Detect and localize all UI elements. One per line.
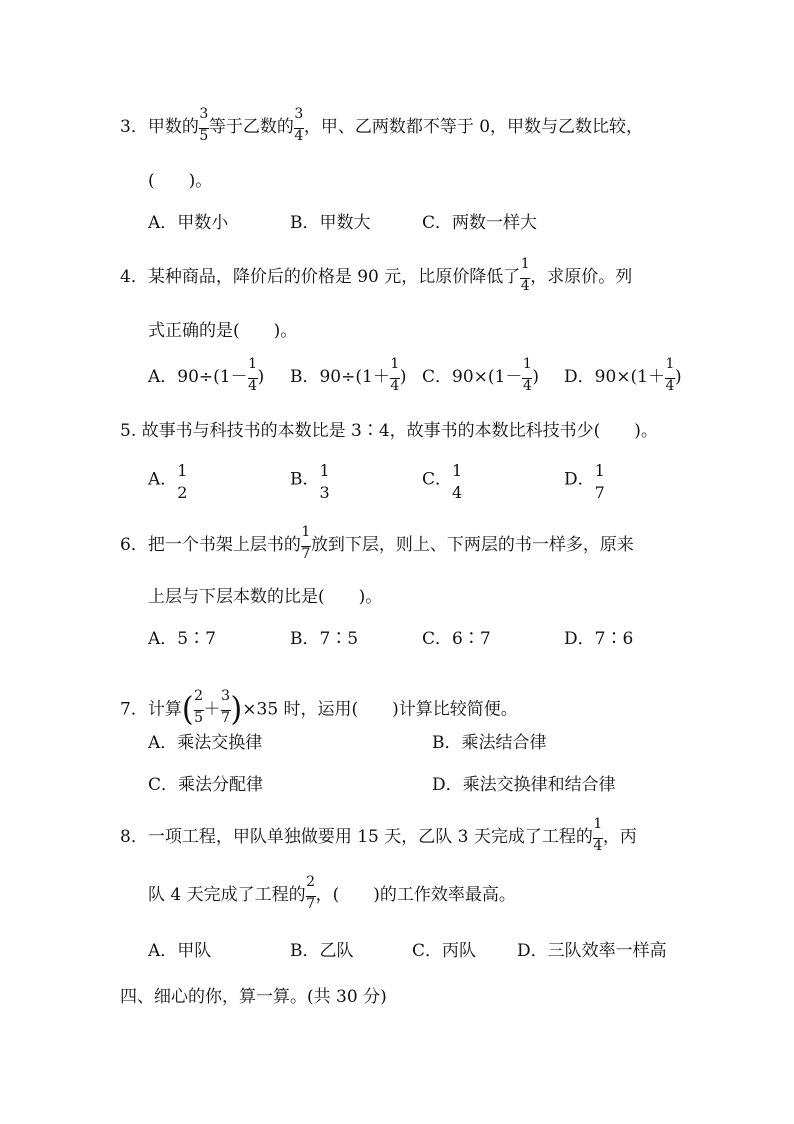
q7-line1 bbox=[120, 690, 518, 730]
q4-option-d-fraction: 1 4 bbox=[665, 355, 675, 394]
q3-fraction-1: 3 5 bbox=[199, 105, 209, 144]
q5-option-d[interactable]: D． 1 7 bbox=[564, 461, 605, 502]
q6-option-a[interactable]: A．5∶7 bbox=[148, 629, 216, 649]
q8-option-a[interactable]: A．甲队 bbox=[148, 941, 212, 961]
q8-text-b: ，丙 bbox=[602, 827, 637, 847]
q8-text-a: 8．一项工程，甲队单独做要用 15 天，乙队 3 天完成了工程的 bbox=[120, 827, 593, 847]
fraction-bar bbox=[593, 838, 603, 839]
q6-option-d[interactable]: D．7∶6 bbox=[564, 629, 634, 649]
q7-open-paren: ( bbox=[181, 690, 194, 729]
q5-option-a[interactable]: A． 1 2 bbox=[148, 461, 188, 502]
q5-option-a-fraction: 1 2 bbox=[177, 461, 188, 502]
q4-text-b: ，求原价。列 bbox=[530, 267, 633, 287]
fraction-bar bbox=[306, 896, 316, 897]
q7-fraction-1: 2 5 bbox=[194, 688, 203, 726]
fraction-bar bbox=[199, 128, 209, 129]
q3-option-a[interactable]: A．甲数小 bbox=[148, 213, 229, 233]
q4-option-c[interactable]: C．90×(1－ 1 4 ) bbox=[422, 355, 539, 394]
section-4-heading: 四、细心的你，算一算。(共 30 分) bbox=[120, 987, 387, 1007]
q8-text-c: 队 4 天完成了工程的 bbox=[148, 885, 306, 905]
q5-option-b-fraction: 1 3 bbox=[319, 461, 330, 502]
q3-line2: ( )。 bbox=[148, 171, 213, 191]
q3-line1 bbox=[120, 105, 644, 144]
q7-option-a[interactable]: A．乘法交换律 bbox=[148, 733, 263, 753]
q4-option-d[interactable]: D．90×(1＋ 1 4 ) bbox=[564, 355, 682, 394]
q5-line1: 5. 故事书与科技书的本数比是 3∶4，故事书的本数比科技书少( )。 bbox=[120, 421, 658, 441]
q4-line2: 式正确的是( )。 bbox=[148, 321, 298, 341]
q6-option-b[interactable]: B．7∶5 bbox=[290, 629, 359, 649]
fraction-bar bbox=[520, 278, 530, 279]
q7-fraction-2: 3 7 bbox=[221, 688, 230, 726]
fraction-bar bbox=[390, 378, 400, 379]
q8-line1 bbox=[120, 815, 637, 854]
q8-option-c[interactable]: C．丙队 bbox=[412, 941, 477, 961]
q3-text-c: ，甲、乙两数都不等于 0，甲数与乙数比较， bbox=[303, 117, 644, 137]
fraction-bar bbox=[294, 128, 304, 129]
q7-option-b[interactable]: B．乘法结合律 bbox=[432, 733, 547, 753]
q3-fraction-2: 3 4 bbox=[294, 105, 304, 144]
fraction-bar bbox=[194, 710, 204, 711]
q7-option-d[interactable]: D．乘法交换律和结合律 bbox=[432, 775, 616, 795]
q5-option-b[interactable]: B． 1 3 bbox=[290, 461, 330, 502]
q3-text-a: 3．甲数的 bbox=[120, 117, 199, 137]
q4-fraction: 1 4 bbox=[520, 255, 530, 294]
q3-text-b: 等于乙数的 bbox=[208, 117, 294, 137]
q6-text-b: 放到下层，则上、下两层的书一样多，原来 bbox=[310, 535, 634, 555]
q7-close-paren: ) bbox=[230, 690, 243, 729]
q7-text-b: ×35 时，运用( )计算比较简便。 bbox=[242, 699, 518, 720]
fraction-bar bbox=[221, 710, 231, 711]
q4-text-a: 4．某种商品，降价后的价格是 90 元，比原价降低了 bbox=[120, 267, 521, 287]
q4-option-b-fraction: 1 4 bbox=[390, 355, 400, 394]
q7-text-a: 7．计算 bbox=[120, 699, 182, 720]
q6-option-c[interactable]: C．6∶7 bbox=[422, 629, 491, 649]
q4-option-b[interactable]: B．90÷(1＋ 1 4 ) bbox=[290, 355, 407, 394]
q8-fraction-2: 2 7 bbox=[306, 873, 316, 912]
q8-text-d: ，( )的工作效率最高。 bbox=[315, 885, 516, 905]
q4-line1 bbox=[120, 255, 633, 294]
fraction-bar bbox=[665, 378, 675, 379]
q3-option-c[interactable]: C．两数一样大 bbox=[422, 213, 538, 233]
q8-fraction-1: 1 4 bbox=[593, 815, 603, 854]
q8-option-d[interactable]: D．三队效率一样高 bbox=[517, 941, 667, 961]
q7-option-c[interactable]: C．乘法分配律 bbox=[148, 775, 264, 795]
q6-line2: 上层与下层本数的比是( )。 bbox=[148, 587, 383, 607]
fraction-bar bbox=[248, 378, 258, 379]
q4-option-c-fraction: 1 4 bbox=[522, 355, 532, 394]
fraction-bar bbox=[522, 378, 532, 379]
q6-line1 bbox=[120, 523, 634, 562]
q5-option-c-fraction: 1 4 bbox=[452, 461, 463, 502]
q5-option-c[interactable]: C． 1 4 bbox=[422, 461, 463, 502]
q6-fraction: 1 7 bbox=[301, 523, 311, 562]
q5-option-d-fraction: 1 7 bbox=[594, 461, 605, 502]
q7-plus: ＋ bbox=[203, 699, 221, 720]
q8-option-b[interactable]: B．乙队 bbox=[290, 941, 354, 961]
q4-option-a-fraction: 1 4 bbox=[248, 355, 258, 394]
q8-line2 bbox=[148, 873, 516, 912]
q4-option-a[interactable]: A．90÷(1－ 1 4 ) bbox=[148, 355, 265, 394]
q6-text-a: 6．把一个书架上层书的 bbox=[120, 535, 301, 555]
q3-option-b[interactable]: B．甲数大 bbox=[290, 213, 371, 233]
fraction-bar bbox=[301, 546, 311, 547]
